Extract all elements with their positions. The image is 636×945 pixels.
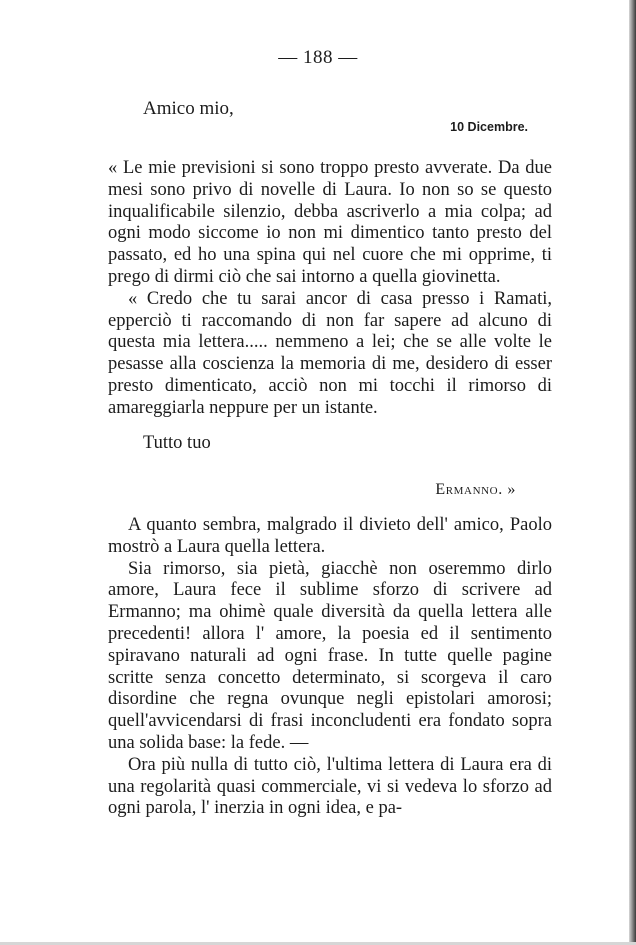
letter-body bbox=[108, 158, 552, 420]
letter-date: 10 Dicembre. bbox=[450, 120, 528, 134]
narrative-paragraph: Sia rimorso, sia pietà, giacchè non oseremmo dirlo amore, Laura fece il sublime sforzo di scrivere ad Ermanno; ma ohimè quale diversità da quella lettera alle precedenti! allora l' amore, la poesia ed il sentimento spiravano naturali ad ogni frase. In tutte quelle pagine scritte senza concetto determinato, si scorgeva il caro disordine che regna ovunque negli epistolari amorosi; quell'avvicendarsi di frasi inconcludenti era fondato sopra una solida base: la fede. — bbox=[108, 558, 552, 753]
narrative-paragraph: Ora più nulla di tutto ciò, l'ultima lettera di Laura era di una regolarità quasi commerciale, vi si vedeva lo sforzo ad ogni parola, l' inerzia in ogni idea, e pa- bbox=[108, 754, 552, 819]
narrative-body bbox=[108, 515, 552, 820]
letter-paragraph: « Credo che tu sarai ancor di casa presso i Ramati, epperciò ti raccomando di non far sapere ad alcuno di questa mia lettera..... nemmeno a lei; che se alle volte le pesasse alla coscienza la memoria di me, desidero di esser presto dimenticato, acciò non mi tocchi il rimorso di amareggiarla neppure per un istante. bbox=[108, 288, 552, 418]
page-edge-shadow bbox=[629, 0, 636, 945]
narrative-paragraph: A quanto sembra, malgrado il divieto dell' amico, Paolo mostrò a Laura quella lettera. bbox=[108, 515, 552, 557]
letter-paragraph: « Le mie previsioni si sono troppo presto avverate. Da due mesi sono privo di novelle di Laura. Io non so se questo inqualificabile silenzio, debba ascriverlo a mia colpa; ad ogni modo siccome io non mi dimentico tanto presto del passato, ed ho una spina qui nel cuore che mi opprime, ti prego di dirmi ciò che sai intorno a quella giovinetta. bbox=[108, 158, 552, 287]
page-number: — 188 — bbox=[278, 47, 358, 68]
letter-salutation: Amico mio, bbox=[143, 98, 234, 119]
letter-closing: Tutto tuo bbox=[143, 433, 211, 453]
letter-signature: Ermanno. » bbox=[435, 481, 516, 498]
